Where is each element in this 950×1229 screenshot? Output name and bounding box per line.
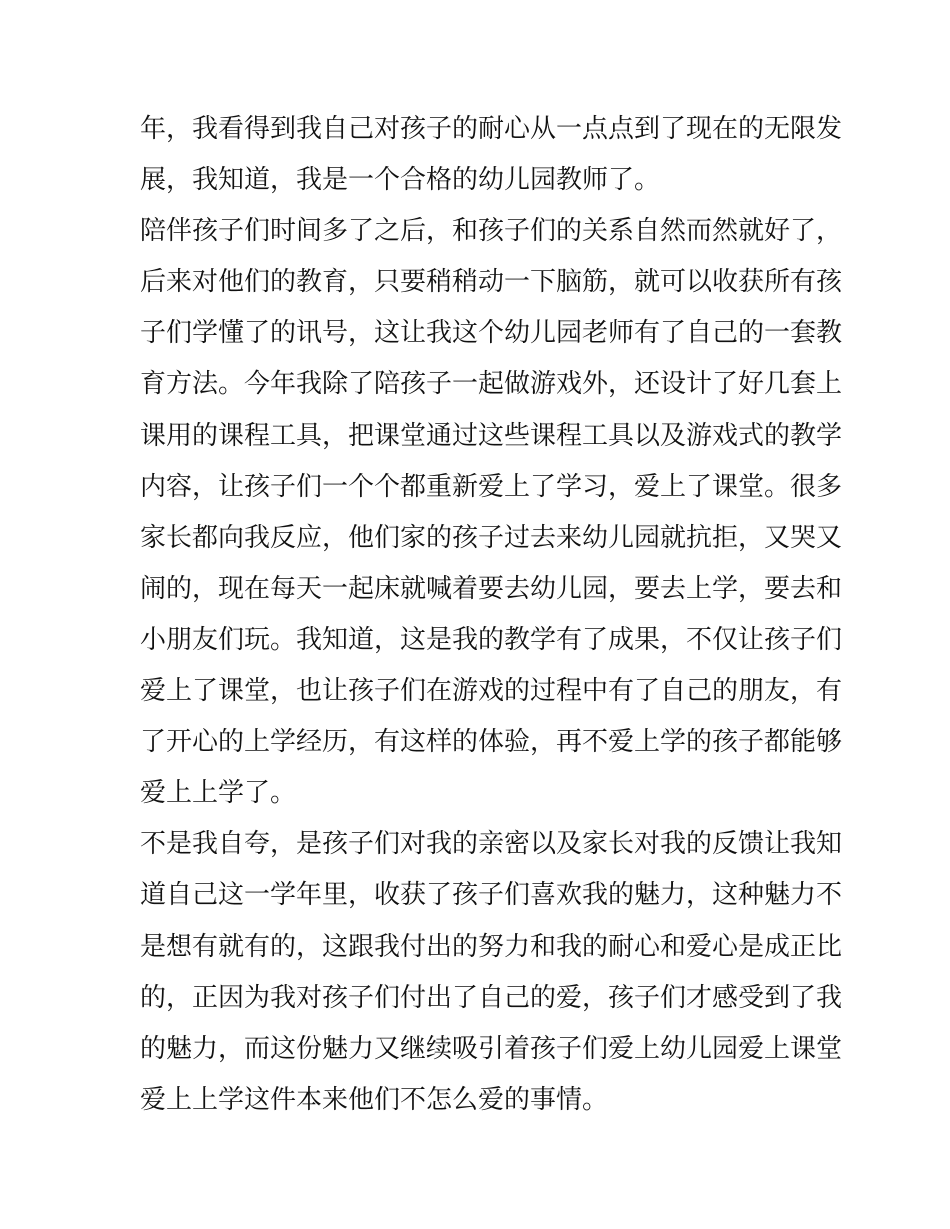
text-line: 闹的，现在每天一起床就喊着要去幼儿园，要去上学，要去和 bbox=[140, 573, 843, 604]
text-line: 内容，让孩子们一个个都重新爱上了学习，爱上了课堂。很多 bbox=[140, 471, 843, 502]
body-text bbox=[140, 104, 843, 1126]
text-line: 爱上上学了。 bbox=[140, 778, 297, 809]
text-line: 年，我看得到我自己对孩子的耐心从一点点到了现在的无限发 bbox=[140, 114, 843, 144]
text-line: 道自己这一学年里，收获了孩子们喜欢我的魅力，这种魅力不 bbox=[140, 880, 843, 911]
text-line: 的魅力，而这份魅力又继续吸引着孩子们爱上幼儿园爱上课堂 bbox=[140, 1033, 843, 1064]
text-line: 爱上上学这件本来他们不怎么爱的事情。 bbox=[140, 1084, 609, 1115]
text-line: 课用的课程工具，把课堂通过这些课程工具以及游戏式的教学 bbox=[140, 420, 843, 451]
text-line: 展，我知道，我是一个合格的幼儿园教师了。 bbox=[140, 165, 661, 196]
text-line: 小朋友们玩。我知道，这是我的教学有了成果，不仅让孩子们 bbox=[140, 624, 843, 655]
text-line: 不是我自夸，是孩子们对我的亲密以及家长对我的反馈让我知 bbox=[140, 829, 843, 860]
text-line: 育方法。今年我除了陪孩子一起做游戏外，还设计了好几套上 bbox=[140, 369, 843, 400]
text-line: 陪伴孩子们时间多了之后，和孩子们的关系自然而然就好了， bbox=[140, 216, 843, 247]
text-line: 是想有就有的，这跟我付出的努力和我的耐心和爱心是成正比 bbox=[140, 931, 843, 962]
text-line: 后来对他们的教育，只要稍稍动一下脑筋，就可以收获所有孩 bbox=[140, 267, 843, 298]
text-line: 子们学懂了的讯号，这让我这个幼儿园老师有了自己的一套教 bbox=[140, 318, 843, 349]
text-line: 了开心的上学经历，有这样的体验，再不爱上学的孩子都能够 bbox=[140, 727, 843, 758]
text-line: 爱上了课堂，也让孩子们在游戏的过程中有了自己的朋友，有 bbox=[140, 676, 843, 707]
text-line: 的，正因为我对孩子们付出了自己的爱，孩子们才感受到了我 bbox=[140, 982, 843, 1013]
text-line: 家长都向我反应，他们家的孩子过去来幼儿园就抗拒，又哭又 bbox=[140, 522, 843, 553]
